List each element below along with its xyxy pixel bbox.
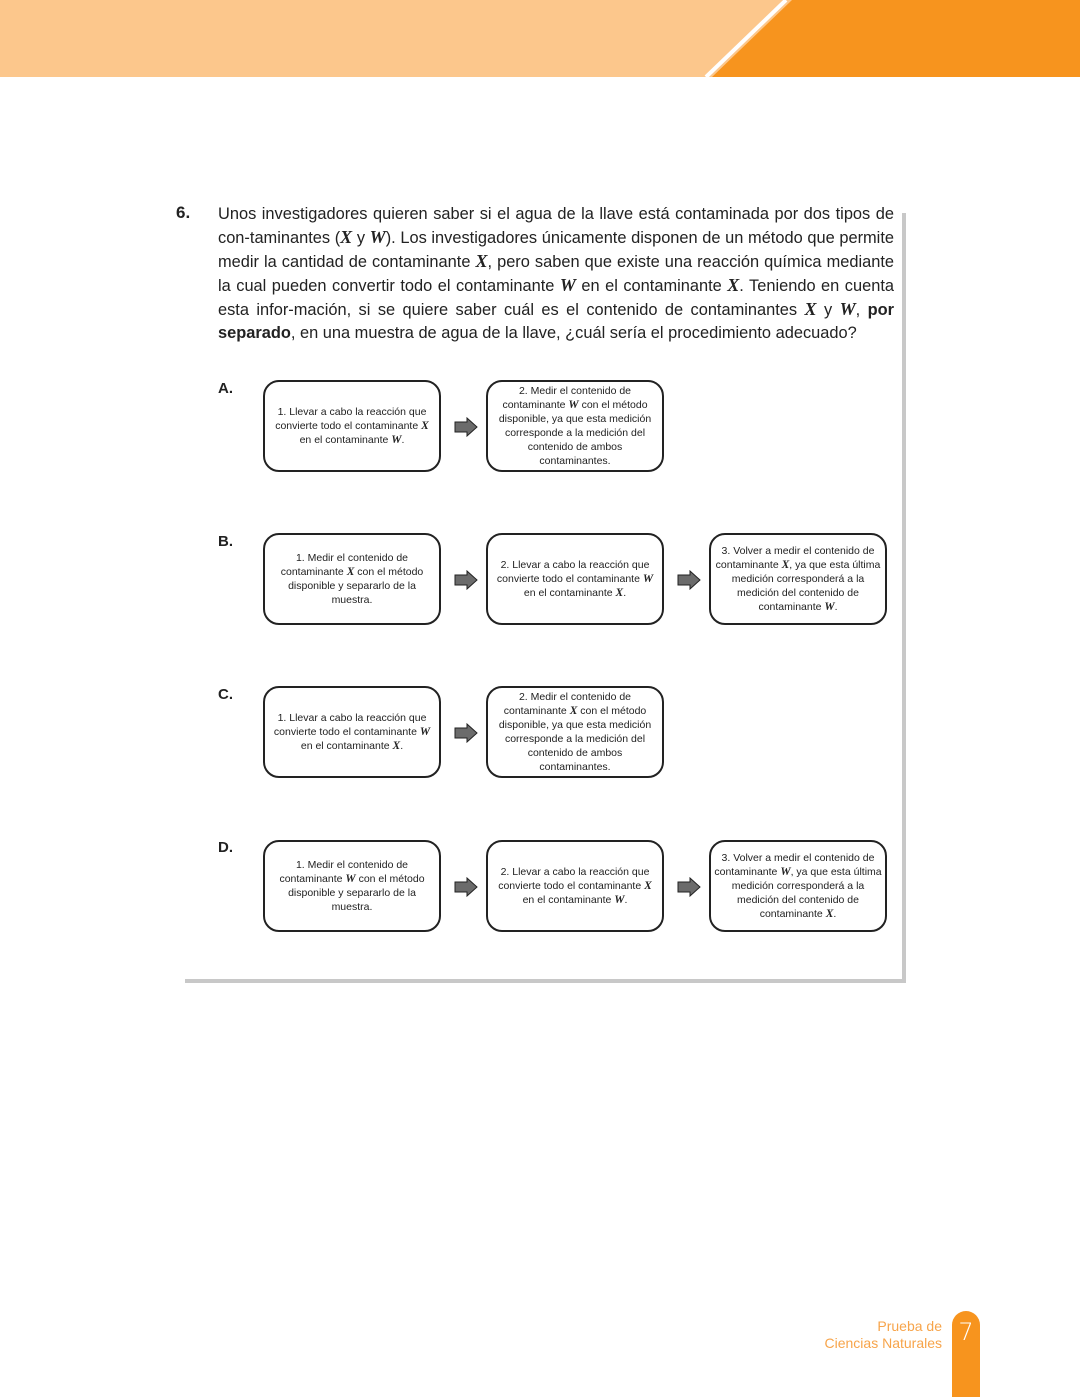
option-d-step-2: 2. Llevar a cabo la reacción que convierte todo el contaminante X en el contaminante W. xyxy=(486,840,664,932)
arrow-right-icon xyxy=(454,723,478,743)
arrow-right-icon xyxy=(677,570,701,590)
option-b-step-2: 2. Llevar a cabo la reacción que convierte todo el contaminante W en el contaminante X. xyxy=(486,533,664,625)
question-text: Unos investigadores quieren saber si el agua de la llave está contaminada por dos tipos de con-taminantes (X y W). Los investigadores únicamente disponen de un método que permite medir la cantidad de contaminante X, pero saben que existe una reacción química mediante la cual pueden convertir todo el contaminante W en el contaminante X. Teniendo en cuenta esta infor-mación, si se quiere saber cuál es el contenido de contaminantes X y W, por separado, en una muestra de agua de la llave, ¿cuál sería el procedimiento adecuado? xyxy=(218,205,895,342)
footer-line-1: Prueba de xyxy=(877,1318,942,1334)
option-a-step-2: 2. Medir el contenido de contaminante W con el método disponible, ya que esta medición corresponde a la medición del contenido de ambos contaminantes. xyxy=(486,380,664,472)
option-c-letter[interactable]: C. xyxy=(218,686,233,703)
emphasis-text: por separado xyxy=(218,301,894,342)
option-a-letter[interactable]: A. xyxy=(218,380,233,397)
option-b-letter[interactable]: B. xyxy=(218,533,233,550)
option-a-step-1: 1. Llevar a cabo la reacción que convierte todo el contaminante X en el contaminante W. xyxy=(263,380,441,472)
option-b-step-1: 1. Medir el contenido de contaminante X con el método disponible y separarlo de la muestra. xyxy=(263,533,441,625)
option-d-step-1: 1. Medir el contenido de contaminante W con el método disponible y separarlo de la muestra. xyxy=(263,840,441,932)
page-number: 7 xyxy=(958,1318,974,1346)
frame-border-bottom xyxy=(185,979,906,983)
option-c-step-1: 1. Llevar a cabo la reacción que convierte todo el contaminante W en el contaminante X. xyxy=(263,686,441,778)
header-banner xyxy=(0,0,1080,77)
arrow-right-icon xyxy=(454,570,478,590)
option-b-step-3: 3. Volver a medir el contenido de contaminante X, ya que esta última medición corresponderá a la medición del contenido de contaminante W. xyxy=(709,533,887,625)
option-d-letter[interactable]: D. xyxy=(218,839,233,856)
option-d-step-3: 3. Volver a medir el contenido de contaminante W, ya que esta última medición corresponderá a la medición del contenido de contaminante X. xyxy=(709,840,887,932)
footer-label xyxy=(825,1318,943,1352)
frame-border-right xyxy=(902,213,906,983)
arrow-right-icon xyxy=(454,877,478,897)
arrow-right-icon xyxy=(454,417,478,437)
option-c-step-2: 2. Medir el contenido de contaminante X con el método disponible, ya que esta medición corresponde a la medición del contenido de ambos contaminantes. xyxy=(486,686,664,778)
footer-line-2: Ciencias Naturales xyxy=(824,1335,942,1351)
arrow-right-icon xyxy=(677,877,701,897)
question-number: 6. xyxy=(176,203,191,222)
